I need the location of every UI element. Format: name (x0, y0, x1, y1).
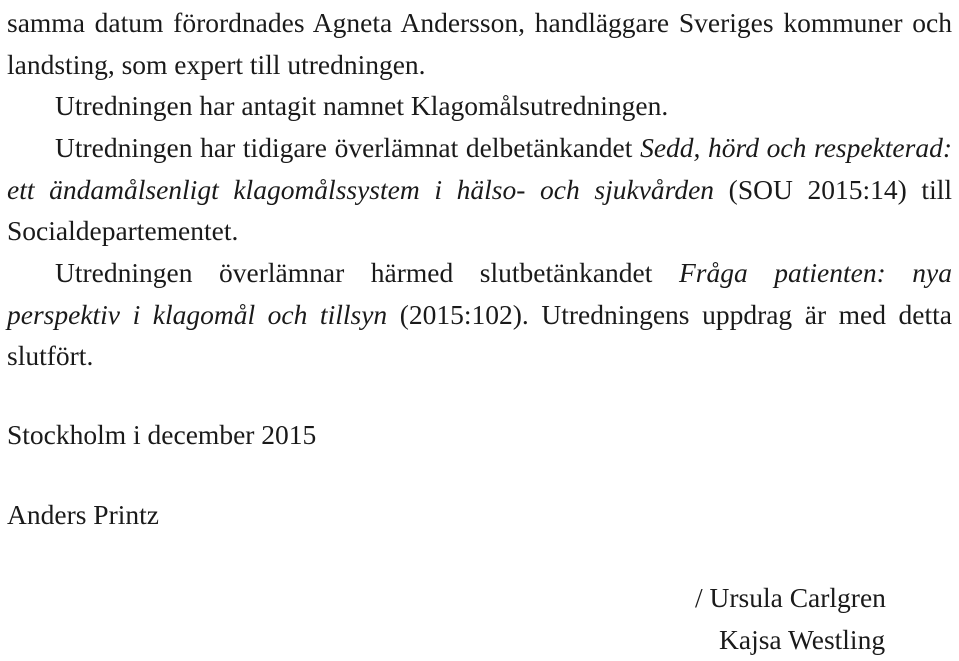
secretaries-block (695, 577, 886, 660)
paragraph-inquiry-name: Utredningen har antagit namnet Klagomålsutredningen. (55, 90, 669, 121)
signer-name: Anders Printz (7, 499, 159, 530)
final-report-trailing-text: (2015:102). Utredningens uppdrag är med detta slutfört. (7, 298, 953, 371)
paragraph-expert-appointment: samma datum förordnades Agneta Andersson, handläggare Sveriges kommuner och landsting, som expert till utredningen. (7, 7, 952, 80)
interim-report-title: Sedd, hörd och respekterad: ett ändamålsenligt klagomålssystem i hälso- och sjukvården (7, 132, 952, 205)
final-report-title: Fråga patienten: nya perspektiv i klagomål och tillsyn (7, 257, 952, 330)
place-and-date: Stockholm i december 2015 (7, 419, 317, 450)
final-report-lead-text: Utredningen överlämnar härmed slutbetänkandet (55, 257, 679, 288)
secretary-name-1: / Ursula Carlgren (695, 582, 886, 613)
interim-report-lead-text: Utredningen har tidigare överlämnat delbetänkandet (55, 132, 641, 163)
paragraph-interim-report (7, 127, 952, 252)
interim-report-trailing-text: (SOU 2015:14) till Socialdepartementet. (7, 173, 952, 246)
secretary-name-2: Kajsa Westling (719, 623, 886, 655)
paragraph-final-report (7, 252, 952, 377)
